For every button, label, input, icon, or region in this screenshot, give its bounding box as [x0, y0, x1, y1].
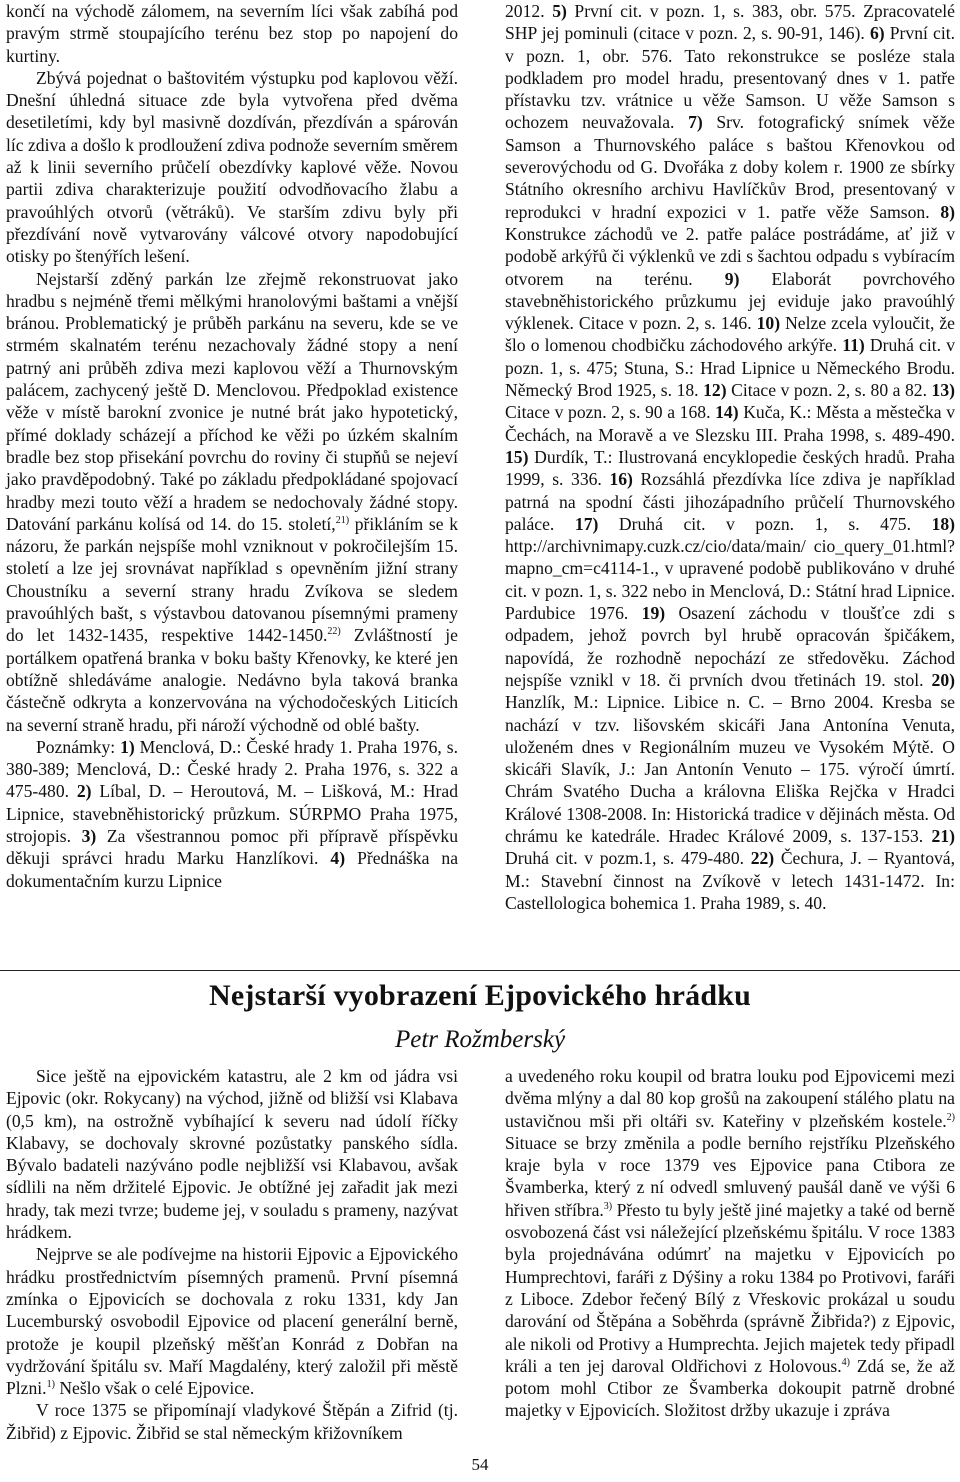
- text-run: Nejprve se ale podívejme na historii Ejpovic a Ejpovického hrádku prostřednictvím písemných pramenů. První písemná zmínka o Ejpovicích se dochovala z roku 1331, kdy Jan Lucemburský osvobodil Ejpovice od placení generální berně, protože je koupil plzeňský měšťan Konrád z Dobřan na vydržování špitálu sv. Maří Magdalény, který založil při městě Plzni.: [6, 1244, 458, 1399]
- note-number: 5): [552, 1, 567, 21]
- page-number: 54: [471, 1455, 489, 1474]
- footnote-ref: 21): [335, 514, 350, 526]
- note-number: 22): [750, 848, 775, 869]
- note-number: 1): [120, 736, 135, 757]
- footnote-ref: 22): [327, 626, 341, 638]
- footnote-ref: 1): [46, 1379, 55, 1391]
- paragraph: V roce 1375 se připomínají vladykové Štěpán a Zifrid (tj. Žibřid) z Ejpovic. Žibřid se stal německým křižovníkem: [6, 1400, 458, 1443]
- text-run: Situace se brzy změnila a podle berního rejstříku Plzeňského kraje byla v roce 1379 ves Ejpovice pana Ctibora ze Švamberka, který z ní odvedl smluvený paušál daně ve výši 6 hřiven stříbra.: [505, 1132, 955, 1220]
- text-run: Zvláštností je portálkem opatřená branka v boku bašty Křenovky, ke které jen obtížně shledáváme analogie. Nedávno byla taková branka částečně odkryta a konzervována na východočeských Liticích na severní straně hradu, při nároží východně od oblé bašty.: [6, 625, 458, 735]
- section-divider: [0, 970, 960, 971]
- note-number: 21): [931, 825, 955, 846]
- paragraph: [505, 1065, 955, 1422]
- note-number: 8): [940, 201, 955, 222]
- note-number: 9): [724, 268, 740, 289]
- text-run: Přesto tu byly ještě jiné majetky a také od berně osvobozená část vsi náležející plzeňskému špitálu. V roce 1383 byla projednávána odúmrť na majetku v Ejpovicích po Humprechtovi, faráři z Dýšiny a roku 1384 po Protivovi, faráři z Liboce. Zdebor řečený Bílý z Vřeskovic prokázal u soudu darování od Štěpána a Soběhrda (správně Žibřida?) z Ejpovic, ale nikoli od Protivy a Humprechta. Jejich majetek tedy připadl králi a ten jej daroval Oldřichovi z Holovous.: [505, 1199, 955, 1376]
- note-text: 2012.: [505, 1, 553, 21]
- note-text: První cit. v pozn. 1, obr. 576. Tato rekonstrukce se posléze stala podkladem pro model hradu, presentovaný dnes v 1. patře přístavku tzv. vrátnice u věže Samson. U věže Samson s ochozem neuvažovala.: [505, 23, 955, 133]
- note-number: 19): [641, 603, 666, 624]
- note-number: 14): [715, 402, 739, 423]
- bottom-left-column: [6, 1065, 458, 1444]
- note-text: http://archivnimapy.cuzk.cz/cio/data/main/ cio_query_01.html?mapno_cm=c4114-1., v upravené podobě publikováno v druhé cit. v pozn. 1, s. 322 nebo in Menclová, D.: Státní hrad Lipnice. Pardubice 1976.: [505, 536, 955, 624]
- note-number: 10): [756, 313, 781, 334]
- note-number: 3): [81, 825, 97, 846]
- paragraph: končí na východě zálomem, na severním líci však zabíhá pod pravým strmě stoupajícího terénu bez stop po napojení do kurtiny.: [6, 1, 458, 66]
- note-text: Druhá cit. v pozm.1, s. 479-480.: [505, 848, 751, 869]
- paragraph: Zbývá pojednat o baštovitém výstupku pod kaplovou věží. Dnešní úhledná situace zde byla vytvořena před dvěma desetiletími, kdy byl masivně dozdíván, přezdíván a spárován líc zdiva a došlo k prodloužení zdiva podnože severním směrem až k linii severního průčelí obezdívky kaplové věže. Novou partii zdiva charakterizuje použití odvodňovacího žlabu a pravoúhlých otvorů (větráků). Ve starším zdivu byly při přezdívání nově vytvarovány válcové otvory napodobující otisky po štenýřích lešení.: [6, 67, 458, 267]
- note-text: Srv. fotografický snímek věže Samson a Thurnovského paláce s baštou Křenovkou od severovýchodu od G. Dvořáka z doby kolem r. 1900 ze sbírky Státního okresního archivu Havlíčkův Brod, presentovaný v reprodukci v hradní expozici v 1. patře věže Samson.: [505, 112, 955, 222]
- note-text: Za všestrannou pomoc při přípravě příspěvku děkuji správci hradu Marku Hanzlíkovi.: [6, 825, 458, 869]
- notes-label: Poznámky:: [36, 736, 121, 757]
- note-text: Přednáška na dokumentačním kurzu Lipnice: [6, 848, 459, 891]
- note-number: 17): [574, 513, 599, 534]
- note-text: Menclová, D.: České hrady 1. Praha 1976, s. 380-389; Menclová, D.: České hrady 2. Praha 1976, s. 322 a 475-480.: [6, 736, 458, 802]
- note-text: První cit. v pozn. 1, s. 383, obr. 575. Zpracovatelé SHP jej pominuli (citace v pozn. 2, s. 90-91, 146).: [505, 1, 955, 44]
- note-text: Rozsáhlá přezdívka líce zdiva je například patrná na spodní části jihozápadního průčelí Thurnovského paláce.: [505, 469, 955, 534]
- text-run: Nešlo však o celé Ejpovice.: [54, 1378, 255, 1399]
- note-number: 7): [688, 112, 703, 133]
- text-run: Nejstarší zděný parkán lze zřejmě rekonstruovat jako hradbu s nejméně třemi mělkými hranolovými baštami a vnější bránou. Problematický je průběh parkánu na severu, kde se ve strmém skalnatém terénu nezachovaly žádné stopy a není patrný ani průběh zdiva mezi kaplovou věží a Thurnovským palácem, zachycený ještě D. Menclovou. Předpoklad existence věže v místě barokní zvonice je nutné brát jako hypotetický, přímé doklady scházejí a příchod ke věži po úzkém skalním bradle bez stop přisekání povrchu do roviny či stupňů se nejeví jako pravděpodobný. Také po základu předpokládané spojovací hradby mezi touto věží a hradem se nedochovaly žádné stopy. Datování parkánu kolísá od 14. do 15. století,: [6, 268, 458, 534]
- note-number: 13): [931, 380, 955, 401]
- note-text: Osazení záchodu v tloušťce zdi s odpadem, jehož povrch byl hrubě opracován špičákem, napovídá, že rozhodně nepochází ze středověku. Záchod nejspíše vznikl v 18. či prvních dvou třetinách 19. stol.: [505, 603, 955, 690]
- note-text: Druhá cit. v pozn. 1, s. 475; Stuna, S.: Hrad Lipnice u Německého Brodu. Německý Brod 1925, s. 18.: [505, 335, 955, 401]
- text-run: a uvedeného roku koupil od bratra louku pod Ejpovicemi mezi dvěma mlýny a dal 80 kop grošů na zakoupení stálého platu na ustavičnou mši při oltáři sv. Kateřiny v plzeňském kostele.: [505, 1066, 955, 1131]
- note-text: Elaborát povrchového stavebněhistorického průzkumu jej eviduje jako pravoúhlý výklenek. Citace v pozn. 2, s. 146.: [505, 268, 955, 334]
- article-title: Nejstarší vyobrazení Ejpovického hrádku: [209, 979, 751, 1012]
- note-text: Citace v pozn. 2, s. 90 a 168.: [505, 402, 716, 423]
- paragraph: [6, 268, 458, 736]
- notes-continued: [505, 0, 955, 914]
- note-text: Kuča, K.: Města a městečka v Čechách, na Moravě a ve Slezsku III. Praha 1998, s. 489-490.: [505, 402, 955, 445]
- note-number: 6): [869, 23, 885, 44]
- note-number: 12): [703, 380, 727, 401]
- article-author: Petr Rožmberský: [394, 1026, 566, 1053]
- note-number: 4): [330, 848, 346, 869]
- paragraph: [6, 1243, 458, 1399]
- footnote-ref: 2): [946, 1111, 955, 1123]
- note-number: 20): [931, 669, 955, 690]
- note-number: 11): [842, 335, 865, 356]
- note-number: 18): [931, 513, 956, 534]
- note-text: Konstrukce záchodů ve 2. patře paláce postrádáme, ať již v podobě arkýřů či výklenků ve zdi s šachtou odpadu s vybíracím otvorem na terénu.: [505, 223, 955, 289]
- note-text: Nelze zcela vyloučit, že šlo o lomenou chodbičku záchodového arkýře.: [505, 313, 955, 356]
- note-text: Druhá cit. v pozn. 1, s. 475.: [598, 513, 932, 534]
- note-number: 16): [609, 469, 633, 490]
- top-left-column: [6, 0, 458, 892]
- bottom-right-column: [505, 1065, 955, 1422]
- note-text: Líbal, D. – Heroutová, M. – Lišková, M.: Hrad Lipnice, stavebněhistorický průzkum. SÚRPMO Praha 1975, strojopis.: [6, 781, 458, 846]
- note-text: Citace v pozn. 2, s. 80 a 82.: [726, 380, 932, 401]
- note-text: Čechura, J. – Ryantová, M.: Stavební činnost na Zvíkově v letech 1431-1472. In: Castellologica bohemica 1. Praha 1989, s. 40.: [505, 848, 955, 913]
- note-text: Durdík, T.: Ilustrovaná encyklopedie českých hradů. Praha 1999, s. 336.: [505, 446, 955, 490]
- notes-paragraph: [6, 736, 458, 892]
- text-run: Zdá se, že až potom mohl Ctibor ze Švamberka dokoupit patrně drobné majetky v Ejpovicích. Složitost držby ukazuje i zpráva: [505, 1355, 955, 1421]
- note-number: 15): [505, 446, 529, 467]
- top-right-column: [505, 0, 955, 914]
- note-text: Hanzlík, M.: Lipnice. Libice n. C. – Brno 2004. Kresba se nachází v tzv. lišovském skicáři Jana Antonína Venuta, uloženém dnes v Regionálním muzeu ve Vysokém Mýtě. O skicáři Slavík, J.: Jan Antonín Venuto – 175. výročí úmrtí. Chrám Svatého Ducha a královna Eliška Rejčka v Hradci Králové 1308-2008. In: Historická tradice v dějinách města. Od chrámu ke katedrále. Hradec Králové 2009, s. 137-153.: [505, 692, 955, 846]
- footnote-ref: 3): [603, 1200, 613, 1212]
- note-number: 2): [76, 781, 92, 802]
- footnote-ref: 4): [841, 1356, 850, 1368]
- paragraph: Sice ještě na ejpovickém katastru, ale 2 km od jádra vsi Ejpovic (okr. Rokycany) na východ, jižně od bližší vsi Klabava (0,5 km), na ostrožně vybíhající k severu nad údolí říčky Klabavy, se dochovaly skrovné pozůstatky panského sídla. Bývalo badateli nazýváno podle nejbližší vsi Klabavou, avšak sídlili na něm držitelé Ejpovic. Je obtížné jej zařadit jak mezi hrady, tak mezi tvrze; budeme jej, v souladu s prameny, nazývat hrádkem.: [6, 1066, 458, 1243]
- text-run: přikláním se k názoru, že parkán nejspíše mohl vzniknout v pokročilejším 15. století a lze jej srovnávat například s opevněním jižní strany Choustníku a severní strany hradu Zvíkova se sledem pravoúhlých bašt, s výstavbou datovanou písemnými prameny do let 1432-1435, respektive 1442-1450.: [6, 513, 459, 646]
